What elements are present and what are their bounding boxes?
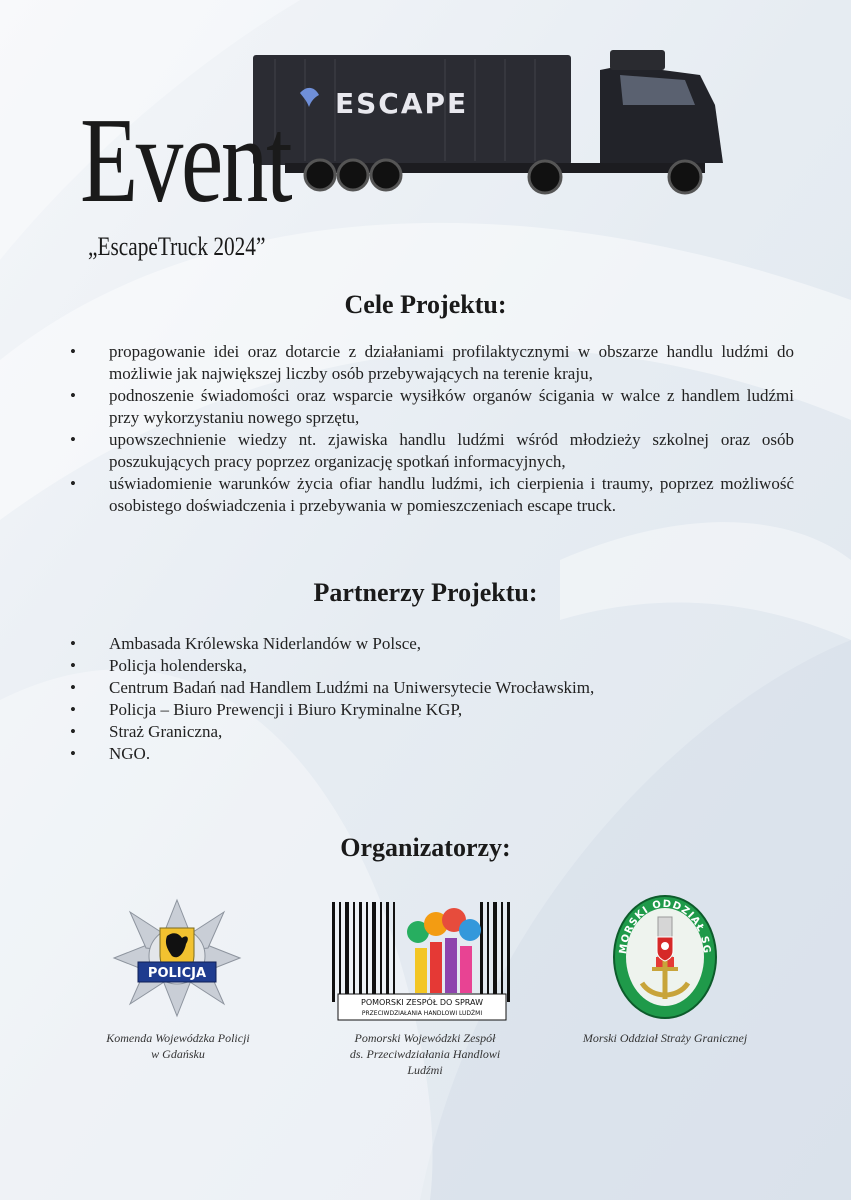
list-item: • Ambasada Królewska Niderlandów w Polsce, <box>70 634 422 653</box>
list-item: • propagowanie idei oraz dotarcie z działaniami profilaktycznymi w obszarze handlu ludźmi do możliwie jak największej liczby osób przebywających na terenie kraju, <box>70 342 794 383</box>
goals-list <box>70 341 794 517</box>
team-logo-line2: PRZECIWDZIAŁANIA HANDLOWI LUDŹMI <box>361 1010 483 1017</box>
border-guard-caption: Morski Oddział Straży Granicznej <box>582 1031 748 1045</box>
partners-heading: Partnerzy Projektu: <box>313 578 538 607</box>
organizers-heading: Organizatorzy: <box>340 833 511 862</box>
team-logo-line1: POMORSKI ZESPÓŁ DO SPRAW <box>361 998 483 1007</box>
list-item: • Policja holenderska, <box>70 656 247 675</box>
list-item: • Policja – Biuro Prewencji i Biuro Kryminalne KGP, <box>70 700 463 719</box>
anti-trafficking-team-logo <box>330 898 516 1023</box>
police-star-logo <box>112 898 242 1018</box>
police-caption: Komenda Wojewódzka Policji w Gdańsku <box>106 1031 250 1061</box>
event-title: Event <box>80 93 291 228</box>
seal-text: MORSKI ODDZIAŁ SG <box>617 898 713 955</box>
truck-logo-text: ESCAPE <box>335 87 469 120</box>
escape-truck-illustration <box>245 45 750 210</box>
list-item: • Centrum Badań nad Handlem Ludźmi na Uniwersytecie Wrocławskim, <box>70 678 595 697</box>
partners-list <box>70 633 794 765</box>
list-item: • podnoszenie świadomości oraz wsparcie wysiłków organów ścigania w walce z handlem ludźmi przy wykorzystaniu nowego sprzętu, <box>70 386 794 427</box>
list-item: • uświadomienie warunków życia ofiar handlu ludźmi, ich cierpienia i traumy, poprzez możliwość osobistego doświadczenia i przebywania w pomieszczeniach escape truck. <box>70 474 794 515</box>
event-subtitle: „EscapeTruck 2024” <box>88 232 266 261</box>
list-item: • NGO. <box>70 744 151 763</box>
border-guard-seal <box>612 895 718 1020</box>
list-item: • upowszechnienie wiedzy nt. zjawiska handlu ludźmi wśród młodzieży szkolnej oraz osób poszukujących pracy poprzez organizację spotkań informacyjnych, <box>70 430 794 471</box>
goals-heading: Cele Projektu: <box>344 290 507 319</box>
police-badge-text: POLICJA <box>147 966 207 981</box>
list-item: • Straż Graniczna, <box>70 722 223 741</box>
team-caption: Pomorski Wojewódzki Zespół ds. Przeciwdziałania Handlowi Ludźmi <box>349 1031 501 1077</box>
